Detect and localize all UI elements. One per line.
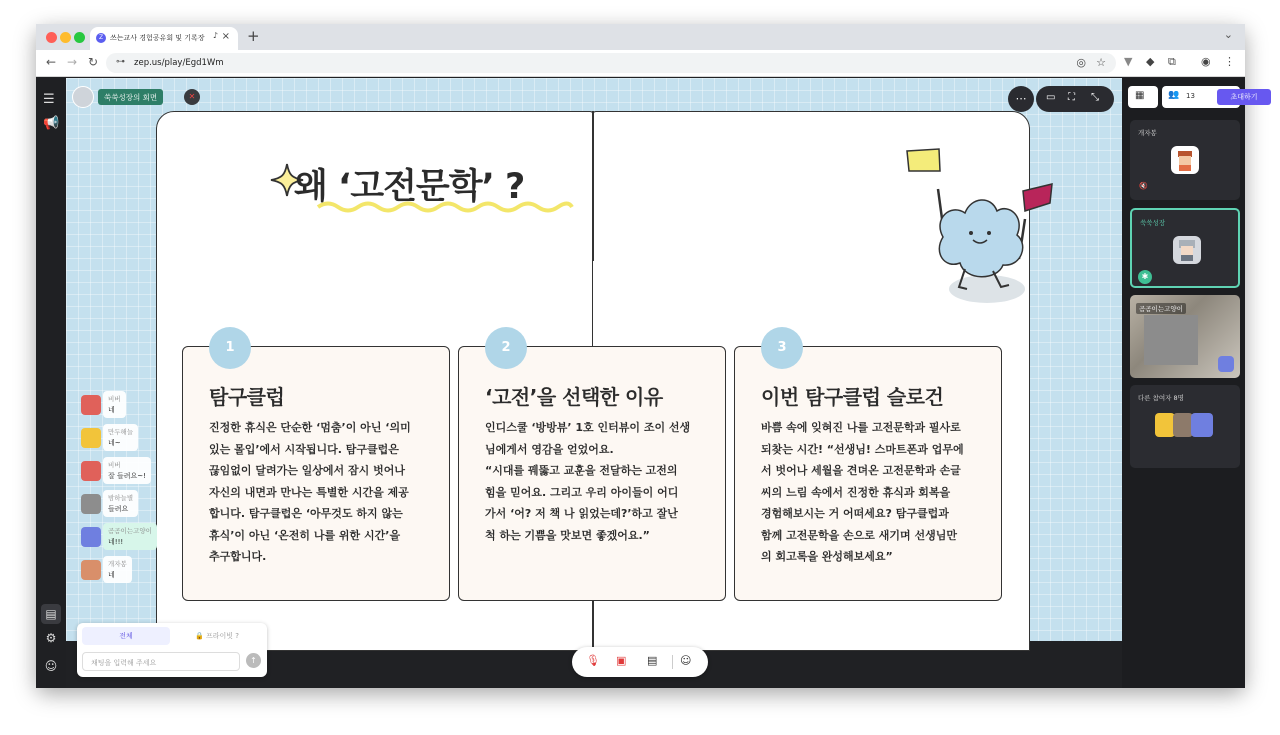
chat-author: 곰곰이는고양이 (108, 527, 152, 535)
card-line: 님에게서 영감을 얻었어요. (485, 442, 614, 456)
avatar (81, 395, 101, 415)
media-control-bar (572, 647, 708, 677)
chat-bubble (103, 556, 132, 583)
open-book (156, 111, 1030, 651)
extensions-puzzle-icon[interactable]: ⧉ (1168, 55, 1176, 68)
card-line: 경험해보시는 거 어떠세요? 탐구클럽과 (761, 507, 949, 520)
new-tab-button[interactable]: + (247, 27, 260, 45)
card-body (485, 417, 710, 546)
card-line: 추구합니다. (209, 550, 267, 563)
hamburger-menu-icon[interactable]: ☰ (43, 92, 55, 107)
speaker-icon[interactable]: ♪ (212, 31, 218, 40)
tab-search-chevron-icon[interactable]: ⌄ (1223, 28, 1233, 41)
avatar (1171, 146, 1199, 174)
character-sprite (1173, 236, 1201, 264)
chat-text: 네~ (108, 439, 121, 447)
avatar (81, 428, 101, 448)
participant-tile-active[interactable] (1130, 208, 1240, 288)
chat-text: 네!!! (108, 538, 124, 546)
character-sprite (1171, 146, 1199, 174)
zep-viewport (36, 78, 1258, 688)
tab-chat-private-label: 프라이빗 (205, 632, 234, 640)
back-arrow-icon[interactable]: ← (46, 55, 57, 69)
participant-tile-camera[interactable] (1130, 295, 1240, 378)
chat-message (81, 490, 201, 523)
mic-muted-icon: 🔇 (1139, 182, 1148, 190)
speaking-icon: ✱ (1138, 270, 1152, 284)
my-avatar-icon[interactable]: ☺ (44, 659, 58, 673)
chat-author: 비버 (108, 461, 121, 469)
card-slogan (734, 340, 1002, 601)
tile-name: 쑥쑥성장 (1140, 219, 1166, 227)
avatar (81, 527, 101, 547)
zep-favicon-icon: Z (96, 33, 106, 43)
url-text: zep.us/play/Egd1Wm (134, 58, 224, 68)
maximize-window-button[interactable] (74, 32, 85, 43)
chat-panel (77, 623, 267, 677)
chat-text: 네 (108, 571, 115, 579)
tile-name: 곰곰이는고양이 (1136, 303, 1186, 314)
card-line: 의 회고록을 완성해보세요” (761, 550, 893, 563)
star-icon[interactable]: ☆ (1096, 56, 1106, 69)
forward-arrow-icon[interactable]: → (67, 55, 78, 69)
card-line: 가서 ‘어? 저 책 나 읽었는데?’하고 잘난 (485, 507, 678, 520)
chat-message-list (81, 391, 201, 589)
screen-share-icon[interactable]: ▤ (647, 654, 658, 667)
tab-bar (36, 24, 1245, 50)
layout-toggle-button[interactable] (1128, 86, 1158, 108)
picture-in-picture-icon[interactable]: ▭ (1046, 92, 1056, 103)
card-number-badge: 2 (485, 327, 527, 369)
participant-tile[interactable] (1130, 120, 1240, 200)
other-participants-tile[interactable] (1130, 385, 1240, 468)
room-host-avatar[interactable] (72, 86, 94, 108)
view-controls (1036, 86, 1114, 112)
site-info-icon[interactable]: ⊶ (116, 57, 125, 67)
avatar (1173, 413, 1193, 437)
tile-name: 개자봉 (1138, 129, 1157, 137)
browser-window (36, 24, 1258, 688)
chat-bubble-icon[interactable]: ▤ (41, 604, 61, 624)
chat-message (81, 457, 201, 490)
avatar (81, 494, 101, 514)
avatar (81, 461, 101, 481)
card-line: 씨의 느림 속에서 진정한 휴식과 회복을 (761, 485, 951, 499)
address-bar (36, 50, 1245, 77)
extension-v-icon[interactable]: ▼ (1124, 55, 1133, 68)
card-line: 진정한 휴식은 단순한 ‘멈춤’이 아닌 ‘의미 (209, 421, 411, 434)
people-icon[interactable]: 👥 (1168, 90, 1180, 100)
tab-chat-all[interactable]: 전체 (82, 627, 170, 645)
chat-text: 들려요 (108, 505, 129, 513)
camera-off-icon[interactable]: ▣ (616, 654, 627, 667)
chat-message (81, 523, 201, 556)
card-number-badge: 1 (209, 327, 251, 369)
chat-input[interactable]: 채팅을 입력해 주세요 (82, 652, 240, 671)
minimize-window-button[interactable] (60, 32, 71, 43)
chat-author: 비버 (108, 395, 121, 403)
book-spine (592, 111, 594, 261)
card-body (209, 417, 434, 568)
chat-author: 개자봉 (108, 560, 127, 568)
chat-bubble (103, 391, 126, 418)
card-line: 자신의 내면과 만나는 특별한 시간을 제공 (209, 485, 409, 499)
chat-text: 잘 들려요~! (108, 472, 146, 480)
chat-author: 밤하늘별 (108, 494, 134, 502)
card-line: 힘을 믿어요. 그리고 우리 아이들이 어디 (485, 485, 679, 499)
card-line: 휴식’이 아닌 ‘온전히 나를 위한 시간’을 (209, 528, 401, 542)
chat-text: 네 (108, 406, 115, 414)
avatar (81, 560, 101, 580)
invite-button[interactable]: 초대하기 (1217, 89, 1271, 105)
card-line: 합니다. 탐구클럽은 ‘아무것도 하지 않는 (209, 507, 403, 520)
settings-gear-icon[interactable]: ⚙ (45, 631, 57, 645)
browser-tab[interactable] (90, 27, 238, 50)
mascot-with-flags-illustration (905, 141, 1055, 316)
chat-message (81, 424, 201, 457)
tile-name: 다른 참여자 8명 (1138, 394, 1184, 402)
card-body (761, 417, 986, 568)
card-title: ‘고전’을 선택한 이유 (485, 385, 663, 409)
participant-bar (1162, 86, 1258, 108)
close-window-button[interactable] (46, 32, 57, 43)
game-canvas[interactable] (66, 78, 1122, 641)
chat-author: 만두해늘 (108, 428, 134, 436)
card-number-badge: 3 (761, 327, 803, 369)
chat-bubble (103, 490, 138, 517)
collapse-icon[interactable]: ⤡ (1091, 92, 1099, 103)
divider (672, 655, 673, 669)
card-line: 함께 고전문학을 손으로 새기며 선생님만 (761, 528, 957, 542)
profile-icon[interactable]: ◉ (1201, 55, 1211, 68)
card-line: 바쁨 속에 잊혀진 나를 고전문학과 필사로 (761, 421, 961, 434)
more-options-icon[interactable]: ⋯ (1008, 86, 1034, 112)
participants-panel (1122, 78, 1258, 688)
yellow-underline-squiggle (316, 199, 574, 215)
card-why-classics (458, 340, 726, 601)
card-line: 되찾는 시간! “선생님! 스마트폰과 업무에 (761, 442, 964, 456)
left-toolbar (36, 78, 66, 688)
avatar (1218, 356, 1234, 372)
avatar (1191, 413, 1213, 437)
layout-grid-icon: ▦ (1135, 90, 1145, 101)
close-tab-icon[interactable]: × (221, 31, 230, 42)
send-arrow-icon[interactable]: ↑ (246, 653, 261, 668)
megaphone-icon[interactable]: 📢 (43, 116, 60, 131)
card-line: 끊임없이 달려가는 일상에서 잠시 벗어나 (209, 464, 405, 477)
tab-chat-private[interactable]: 🔒 프라이빗 ? (195, 632, 239, 640)
card-title: 이번 탐구클럽 슬로건 (761, 385, 944, 409)
url-field[interactable] (106, 53, 1116, 73)
mic-muted-icon[interactable]: ✕ (184, 89, 200, 105)
reload-icon[interactable]: ↻ (88, 55, 99, 69)
page-title: 왜 ‘고전문학’ ? (294, 167, 525, 207)
card-line: 서 벗어나 세월을 견뎌온 고전문학과 손글 (761, 464, 961, 477)
blurred-face (1144, 315, 1198, 365)
participant-count: 13 (1186, 92, 1195, 100)
room-name-tag[interactable]: 쑥쑥성장의 회면 (98, 89, 163, 105)
tab-title: 쓰는교사 경험공유회 및 기록장 (110, 34, 205, 42)
card-line: 있는 몰입’에서 시작됩니다. 탐구클럽은 (209, 442, 399, 456)
chat-message (81, 391, 201, 424)
chat-message (81, 556, 201, 589)
card-line: 척 하는 기쁨을 맛보면 좋겠어요.” (485, 528, 650, 542)
chat-bubble (103, 457, 151, 484)
card-line: 인디스쿨 ‘방방뷰’ 1호 인터뷰이 조이 선생 (485, 421, 691, 434)
mic-off-icon[interactable]: 🎙 (586, 654, 600, 667)
avatar (1155, 413, 1175, 437)
card-line: “시대를 꿰뚫고 교훈을 전달하는 고전의 (485, 464, 678, 477)
chat-bubble (103, 424, 138, 451)
emoji-icon[interactable]: ☺ (680, 654, 692, 667)
chat-bubble (103, 523, 157, 550)
extension-flame-icon[interactable]: ◆ (1146, 55, 1155, 68)
eye-off-icon[interactable]: ◎ (1076, 56, 1086, 69)
avatar (1173, 236, 1201, 264)
card-tamgu-club (182, 340, 450, 601)
fullscreen-icon[interactable]: ⛶ (1068, 92, 1075, 103)
card-title: 탐구클럽 (209, 385, 285, 409)
menu-kebab-icon[interactable]: ⋮ (1224, 55, 1235, 68)
